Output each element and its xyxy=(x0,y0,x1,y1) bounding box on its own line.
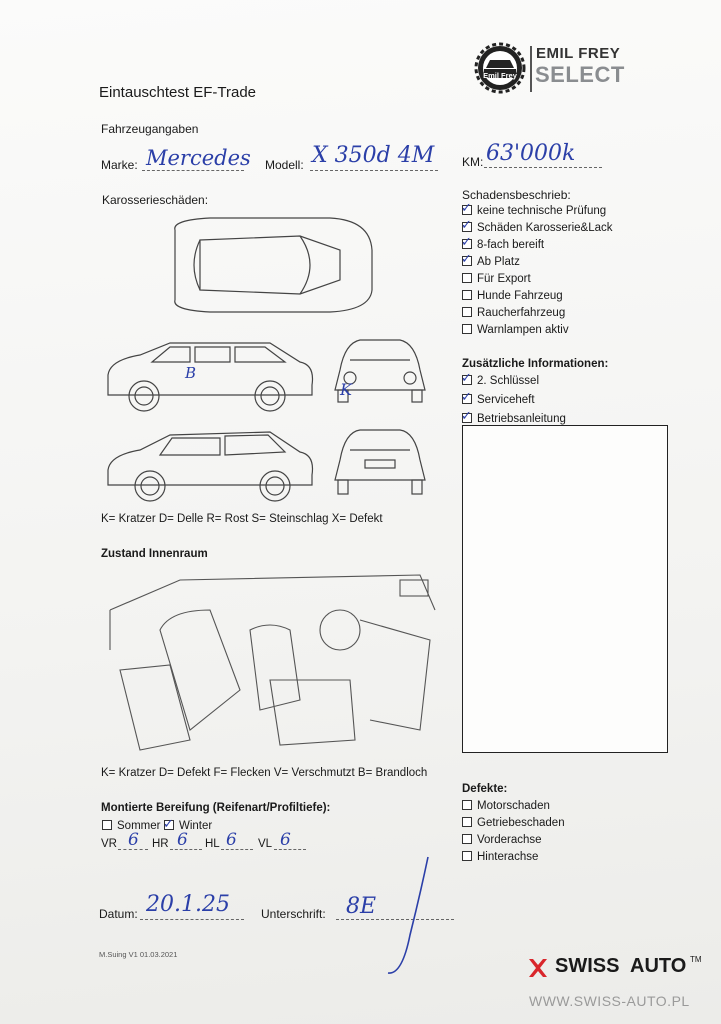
defects-item[interactable] xyxy=(462,800,550,812)
datum-label: Datum: xyxy=(99,907,138,921)
damage-description-title: Schadensbeschrieb: xyxy=(462,188,571,202)
check-mark-icon: ✓ xyxy=(461,371,472,386)
checkbox-label: Motorschaden xyxy=(477,800,550,812)
checkbox[interactable] xyxy=(462,851,472,861)
additional-info-title: Zusätzliche Informationen: xyxy=(462,358,609,370)
unterschrift-label: Unterschrift: xyxy=(261,907,326,921)
damage-description-item[interactable] xyxy=(462,222,613,234)
logo-badge-text: Emil Frey xyxy=(483,71,517,80)
watermark-brand-a: SWISS xyxy=(555,955,620,977)
vr-value[interactable]: 6 xyxy=(128,830,139,850)
logo-line1: EMIL FREY xyxy=(536,45,621,62)
checkbox[interactable] xyxy=(462,307,472,317)
check-mark-icon: ✓ xyxy=(461,201,472,216)
check-mark-icon: ✓ xyxy=(461,235,472,250)
logo-line2: SELECT xyxy=(535,62,625,87)
checkbox-label: Vorderachse xyxy=(477,834,542,846)
checkbox-label: 8-fach bereift xyxy=(477,239,545,251)
notes-box[interactable] xyxy=(462,425,668,753)
hl-label: HL xyxy=(205,838,220,850)
vl-value[interactable]: 6 xyxy=(280,830,291,850)
car-body-diagram xyxy=(100,210,440,510)
watermark-tm: TM xyxy=(690,955,702,964)
watermark-url: WWW.SWISS-AUTO.PL xyxy=(529,993,690,1009)
gear-badge-icon xyxy=(474,42,526,94)
checkbox-label: 2. Schlüssel xyxy=(477,375,540,387)
damage-description-item[interactable] xyxy=(462,239,544,251)
hr-label: HR xyxy=(152,838,169,850)
damage-description-item[interactable] xyxy=(462,324,569,336)
section-interior-title: Zustand Innenraum xyxy=(101,548,208,560)
vr-label: VR xyxy=(101,838,117,850)
checkbox-label: Warnlampen aktiv xyxy=(477,324,569,336)
checkbox[interactable] xyxy=(462,800,472,810)
checkbox-label: Betriebsanleitung xyxy=(477,413,566,425)
interior-legend: K= Kratzer D= Defekt F= Flecken V= Verschmutzt B= Brandloch xyxy=(101,767,428,779)
defects-item[interactable] xyxy=(462,817,565,829)
checkbox-label: Hunde Fahrzeug xyxy=(477,290,563,302)
modell-label: Modell: xyxy=(265,158,304,172)
body-mark-front: K xyxy=(340,380,352,399)
watermark-brand-b: AUTO xyxy=(630,955,687,977)
km-label: KM: xyxy=(462,155,484,169)
additional-info-item[interactable] xyxy=(462,394,535,406)
section-tires-title: Montierte Bereifung (Reifenart/Profiltiefe): xyxy=(101,802,331,814)
hr-value[interactable]: 6 xyxy=(177,830,188,850)
section-body-title: Karosserieschäden: xyxy=(102,193,209,207)
checkbox-label: keine technische Prüfung xyxy=(477,205,607,217)
check-mark-icon: ✓ xyxy=(461,252,472,267)
additional-info-item[interactable] xyxy=(462,413,566,425)
signature-stroke xyxy=(380,855,440,985)
checkbox[interactable] xyxy=(462,817,472,827)
check-mark-icon: ✓ xyxy=(461,390,472,405)
section-vehicle-title: Fahrzeugangaben xyxy=(101,122,199,136)
modell-value[interactable]: X 350d 4M xyxy=(312,143,435,168)
checkbox[interactable] xyxy=(462,290,472,300)
swissauto-watermark xyxy=(527,955,712,1015)
checkbox-label: Hinterachse xyxy=(477,851,539,863)
check-mark-icon: ✓ xyxy=(461,218,472,233)
datum-value[interactable]: 20.1.25 xyxy=(146,892,230,917)
signature: 8E xyxy=(346,894,377,919)
checkbox-label: Getriebeschaden xyxy=(477,817,565,829)
checkbox-label: Raucherfahrzeug xyxy=(477,307,566,319)
defects-item[interactable] xyxy=(462,834,542,846)
swiss-cross-icon xyxy=(527,957,549,979)
checkbox[interactable] xyxy=(462,324,472,334)
damage-description-item[interactable] xyxy=(462,307,565,319)
body-mark-side: B xyxy=(185,364,197,382)
checkbox-label: Serviceheft xyxy=(477,394,535,406)
tire-summer-checkbox[interactable]: Sommer xyxy=(102,820,160,832)
emil-frey-logo xyxy=(474,42,624,94)
defects-item[interactable] xyxy=(462,851,538,863)
damage-description-item[interactable] xyxy=(462,273,531,285)
interior-diagram xyxy=(100,570,440,760)
additional-info-item[interactable] xyxy=(462,375,539,387)
form-title: Eintauschtest EF-Trade xyxy=(99,84,257,101)
tire-winter-checkbox[interactable]: Winter xyxy=(164,820,212,832)
checkbox-label: Für Export xyxy=(477,273,531,285)
body-legend: K= Kratzer D= Delle R= Rost S= Steinschlag X= Defekt xyxy=(101,513,383,525)
defects-title: Defekte: xyxy=(462,783,508,795)
checkbox[interactable] xyxy=(462,273,472,283)
checkbox-label: Schäden Karosserie&Lack xyxy=(477,222,613,234)
checkbox-label: Ab Platz xyxy=(477,256,520,268)
hl-value[interactable]: 6 xyxy=(226,830,237,850)
marke-value[interactable]: Mercedes xyxy=(146,146,251,170)
form-version: M.Suing V1 01.03.2021 xyxy=(99,950,178,959)
damage-description-item[interactable] xyxy=(462,290,563,302)
vl-label: VL xyxy=(258,838,273,850)
km-value[interactable]: 63'000k xyxy=(486,141,576,166)
marke-label: Marke: xyxy=(101,158,138,172)
checkbox[interactable] xyxy=(462,834,472,844)
tire-winter-check-mark: ✓ xyxy=(163,817,174,832)
check-mark-icon: ✓ xyxy=(461,409,472,424)
damage-description-item[interactable] xyxy=(462,205,606,217)
